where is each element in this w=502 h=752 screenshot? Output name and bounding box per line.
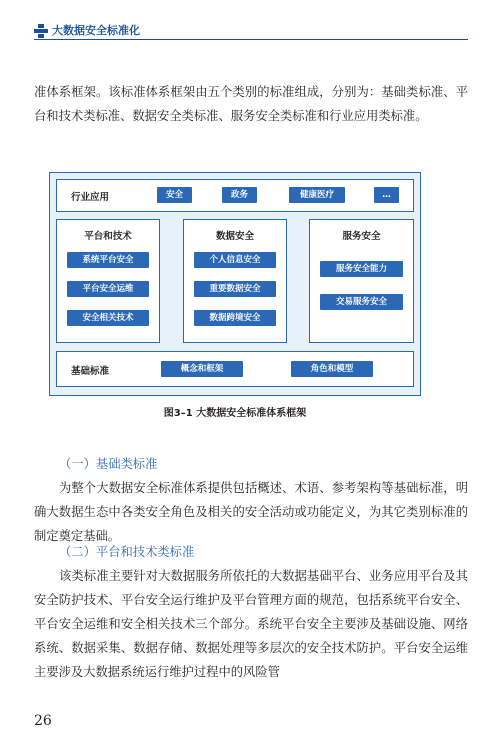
basic-row bbox=[56, 351, 414, 387]
industry-chip: 政务 bbox=[222, 187, 257, 203]
figure-caption: 图3–1 大数据安全标准体系框架 bbox=[163, 408, 307, 419]
platform-title: 平台和技术 bbox=[84, 231, 132, 242]
industry-chip: … bbox=[374, 187, 399, 203]
data-security-chip: 重要数据安全 bbox=[194, 281, 276, 297]
industry-chip: 安全 bbox=[157, 187, 192, 203]
industry-row bbox=[56, 179, 414, 212]
framework-diagram bbox=[49, 172, 421, 396]
service-security-title: 服务安全 bbox=[342, 231, 381, 242]
section-heading-platform: （二）平台和技术类标准 bbox=[59, 545, 195, 559]
platform-chip: 平台安全运维 bbox=[67, 281, 149, 297]
logo-icon bbox=[34, 24, 48, 38]
service-security-column bbox=[309, 219, 414, 343]
platform-chip: 安全相关技术 bbox=[67, 310, 149, 326]
section-body-platform: 该类标准主要针对大数据服务所依托的大数据基础平台、业务应用平台及其安全防护技术、平台安全运行维护及平台管理方面的规范，包括系统平台安全、平台安全运维和安全相关技术三个部分。系统平台安全主要涉及基础设施、网络系统、数据采集、数据存储、数据处理等多层次的安全技术防护。平台安全运维主要涉及大数据系统运行维护过程中的风险管 bbox=[34, 569, 468, 679]
page-number: 26 bbox=[34, 713, 52, 729]
data-security-column bbox=[183, 219, 287, 343]
industry-label: 行业应用 bbox=[71, 192, 110, 203]
header-rule bbox=[34, 39, 468, 40]
header-title: 大数据安全标准化 bbox=[52, 24, 140, 37]
platform-chip: 系统平台安全 bbox=[67, 252, 149, 268]
basic-chip: 概念和框架 bbox=[161, 361, 243, 377]
basic-label: 基础标准 bbox=[71, 366, 110, 377]
data-security-title: 数据安全 bbox=[215, 231, 254, 242]
platform-column bbox=[56, 219, 160, 343]
service-security-chip: 交易服务安全 bbox=[320, 294, 403, 310]
industry-chip: 健康医疗 bbox=[289, 187, 345, 203]
data-security-chip: 个人信息安全 bbox=[194, 252, 276, 268]
section-body-basic: 为整个大数据安全标准体系提供包括概述、术语、参考架构等基础标准，明确大数据生态中各类安全角色及相关的安全活动或功能定义，为其它类别标准的制定奠定基础。 bbox=[34, 481, 468, 543]
data-security-chip: 数据跨境安全 bbox=[194, 310, 276, 326]
running-header bbox=[34, 24, 468, 40]
service-security-chip: 服务安全能力 bbox=[320, 261, 403, 277]
intro-paragraph: 准体系框架。该标准体系框架由五个类别的标准组成，分别为：基础类标准、平台和技术类标准、数据安全类标准、服务安全类标准和行业应用类标准。 bbox=[34, 85, 468, 123]
section-heading-basic: （一）基础类标准 bbox=[59, 457, 158, 471]
basic-chip: 角色和模型 bbox=[291, 361, 373, 377]
